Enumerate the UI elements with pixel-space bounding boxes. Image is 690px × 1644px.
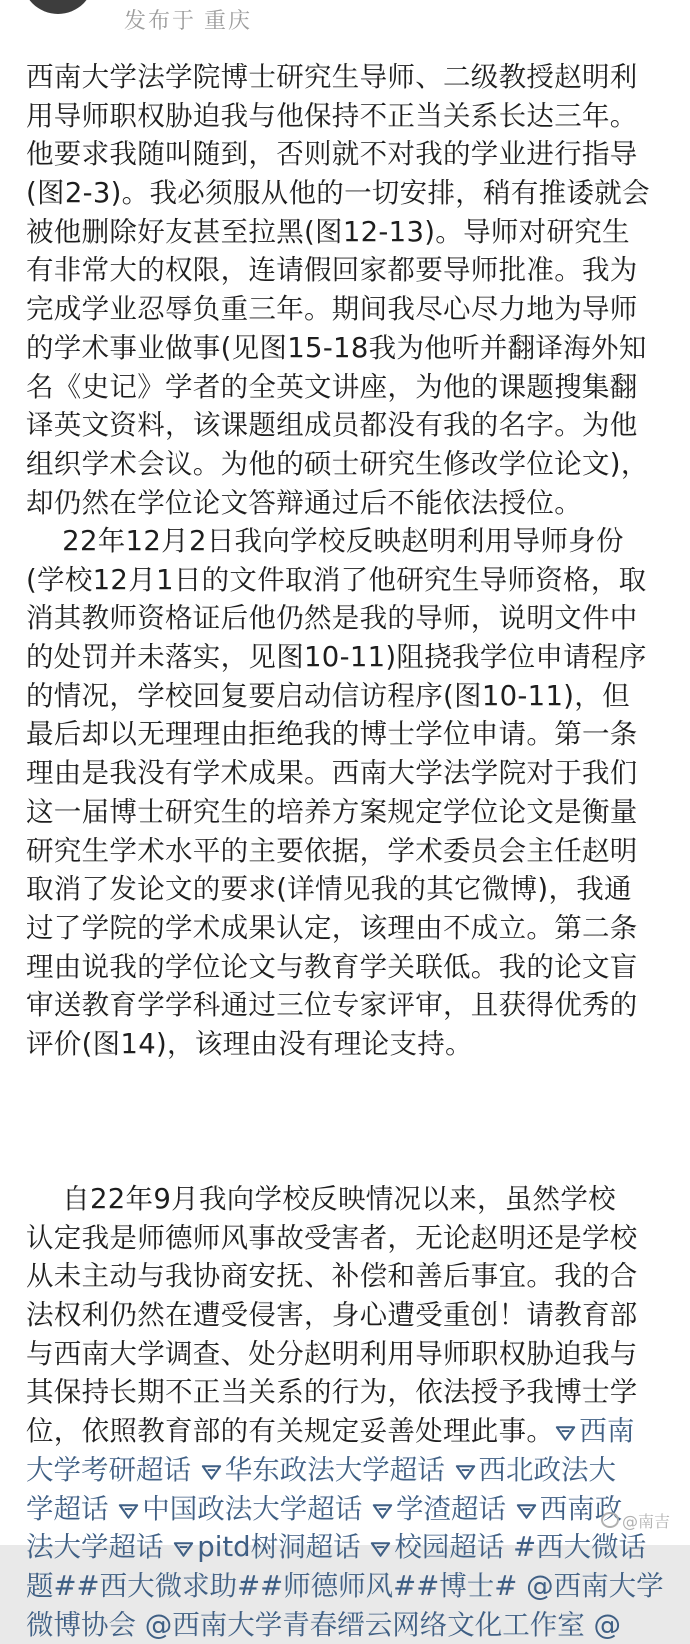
text-line: 研究生学术水平的主要依据，学术委员会主任赵明	[26, 834, 638, 867]
text-line: 完成学业忍辱负重三年。期间我尽心尽力地为导师	[26, 293, 638, 326]
text-fragment: 位，依照教育部的有关规定妥善处理此事。	[26, 1415, 555, 1448]
topic-link-xiaoyuan[interactable]: 校园超话	[369, 1531, 504, 1563]
hashtag-boshi[interactable]: #博士#	[416, 1569, 518, 1602]
text-line: 的处罚并未落实，见图10-11)阻挠我学位申请程序	[26, 641, 647, 674]
topic-link-xinan-kaoyan[interactable]: 西南	[554, 1415, 635, 1447]
supertopic-icon	[172, 1540, 195, 1558]
hashtag-xida-weihuati[interactable]: #西大微话	[513, 1531, 647, 1564]
text-line: 译英文资料，该课题组成员都没有我的名字。为他	[26, 409, 638, 442]
location-city[interactable]: 重庆	[204, 9, 253, 34]
text-line	[26, 1412, 666, 1451]
supertopic-icon	[515, 1502, 538, 1520]
text-line: 取消了发论文的要求(详情见我的其它微博)，我通	[26, 873, 632, 906]
supertopic-icon	[554, 1424, 577, 1442]
watermark-text: @南吉	[621, 1512, 670, 1531]
text-line: 过了学院的学术成果认定，该理由不成立。第二条	[26, 911, 638, 944]
text-line: 其保持长期不正当关系的行为，依法授予我博士学	[26, 1376, 638, 1409]
text-line: (学校12月1日的文件取消了他研究生导师资格，取	[26, 563, 647, 596]
text-line: 他要求我随叫随到，否则就不对我的学业进行指导	[26, 138, 638, 171]
text-line: 组织学术会议。为他的硕士研究生修改学位论文)，	[26, 447, 649, 480]
post-content	[0, 56, 690, 1641]
text-line: 的情况，学校回复要启动信访程序(图10-11)，但	[26, 679, 630, 712]
topic-line	[26, 1567, 666, 1606]
hashtag-shide-shifeng[interactable]: #师德师风#	[260, 1569, 417, 1602]
topic-line	[26, 1490, 666, 1529]
topic-line	[26, 1528, 666, 1567]
supertopic-icon	[200, 1463, 223, 1481]
supertopic-icon	[117, 1502, 140, 1520]
mention-xinan-weibo-xiehui-cont[interactable]: 微博协会	[26, 1608, 136, 1641]
text-line: 西南大学法学院博士研究生导师、二级教授赵明利	[26, 61, 638, 93]
text-line	[26, 1064, 666, 1103]
post-paragraph-1	[26, 58, 666, 522]
text-line	[26, 1141, 666, 1180]
text-line: 22年12月2日我向学校反映赵明利用导师身份	[26, 525, 624, 557]
topic-link-xibei-cont[interactable]: 学超话	[26, 1492, 109, 1525]
text-line: 的学术事业做事(见图15-18我为他听并翻译海外知	[26, 331, 647, 364]
topic-line	[26, 1606, 666, 1644]
post-location	[124, 8, 252, 36]
mention-truncated[interactable]: @	[593, 1608, 621, 1641]
topic-line	[26, 1451, 666, 1490]
topic-link-xibei[interactable]: 西北政法大	[454, 1454, 617, 1486]
text-line: 最后却以无理理由拒绝我的博士学位申请。第一条	[26, 718, 638, 751]
topic-link-xinan-kaoyan-cont[interactable]: 大学考研超话	[26, 1453, 191, 1486]
post-paragraph-2	[26, 522, 666, 1180]
text-line: 从未主动与我协商安抚、补偿和善后事宜。我的合	[26, 1260, 638, 1293]
post-header	[0, 0, 690, 56]
text-line: 消其教师资格证后他仍然是我的导师，说明文件中	[26, 602, 638, 635]
supertopic-icon	[454, 1463, 477, 1481]
text-line: (图2-3)。我必须服从他的一切安排，稍有推诿就会	[26, 177, 650, 210]
text-line: 与西南大学调查、处分赵明利用导师职权胁迫我与	[26, 1337, 638, 1370]
mention-xinan-weibo-xiehui[interactable]: @西南大学	[526, 1569, 664, 1602]
text-line: 名《史记》学者的全英文讲座，为他的课题搜集翻	[26, 370, 638, 403]
text-line: 法权利仍然在遭受侵害，身心遭受重创！请教育部	[26, 1299, 638, 1332]
text-line: 这一届博士研究生的培养方案规定学位论文是衡量	[26, 795, 638, 828]
text-line: 理由说我的学位论文与教育学关联低。我的论文盲	[26, 950, 638, 983]
text-line: 却仍然在学位论文答辩通过后不能依法授位。	[26, 486, 582, 519]
text-line	[26, 1102, 666, 1141]
weibo-watermark	[601, 1512, 670, 1532]
text-line: 被他删除好友甚至拉黑(图12-13)。导师对研究生	[26, 215, 630, 248]
topic-link-zhongguo[interactable]: 中国政法大学超话	[117, 1493, 362, 1525]
text-line: 有非常大的权限，连请假回家都要导师批准。我为	[26, 254, 638, 287]
topic-link-pitd[interactable]: pitd树洞超话	[172, 1531, 360, 1563]
text-line: 理由是我没有学术成果。西南大学法学院对于我们	[26, 757, 638, 790]
post-paragraph-3	[26, 1180, 666, 1644]
hashtag-xida-weihuati-cont[interactable]: 题#	[26, 1569, 77, 1602]
topic-link-huadong[interactable]: 华东政法大学超话	[200, 1454, 445, 1486]
hashtag-xida-qiuzhu[interactable]: #西大微求助#	[76, 1569, 261, 1602]
topic-link-xinan-zhengfa[interactable]: 西南政	[515, 1493, 623, 1525]
text-line: 自22年9月我向学校反映情况以来，虽然学校	[26, 1183, 616, 1215]
mention-jinyun-studio[interactable]: @西南大学青春缙云网络文化工作室	[144, 1608, 585, 1641]
supertopic-icon	[369, 1540, 392, 1558]
topic-link-xinan-zhengfa-cont[interactable]: 法大学超话	[26, 1531, 164, 1564]
supertopic-icon	[371, 1502, 394, 1520]
weibo-logo-icon	[601, 1512, 619, 1528]
avatar[interactable]	[22, 0, 94, 14]
location-prefix: 发布于	[124, 9, 197, 34]
text-line: 审送教育学学科通过三位专家评审，且获得优秀的	[26, 989, 638, 1022]
text-line: 认定我是师德师风事故受害者，无论赵明还是学校	[26, 1221, 638, 1254]
text-line: 评价(图14)，该理由没有理论支持。	[26, 1027, 473, 1060]
topic-link-xuezha[interactable]: 学渣超话	[371, 1493, 506, 1525]
text-line: 用导师职权胁迫我与他保持不正当关系长达三年。	[26, 99, 638, 132]
